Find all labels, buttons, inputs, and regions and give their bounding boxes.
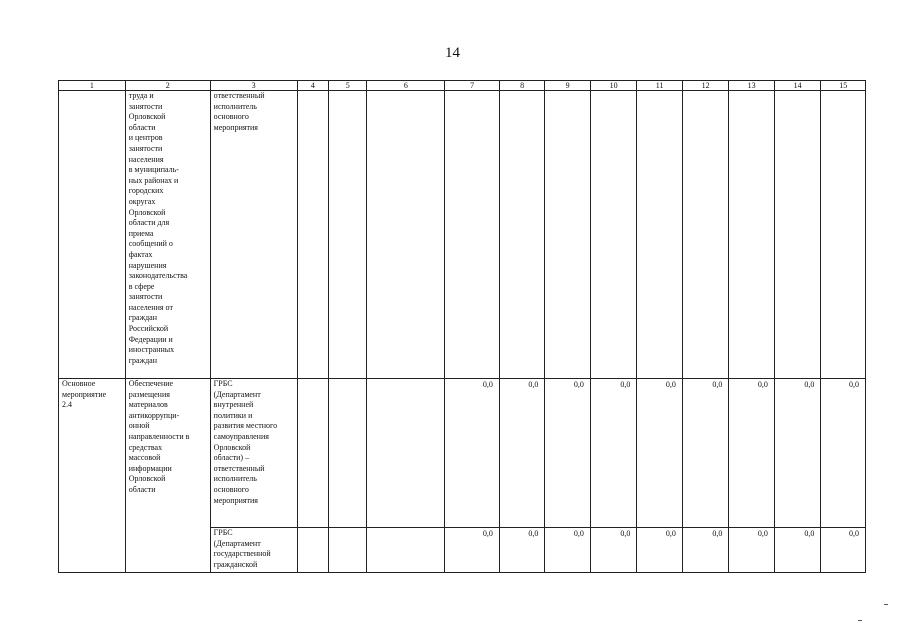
activity-code-cell: Основное мероприятие 2.4 bbox=[59, 379, 126, 573]
value-cell: 0,0 bbox=[545, 379, 591, 528]
value-cell bbox=[545, 91, 591, 379]
value-cell bbox=[729, 91, 775, 379]
activity-name-cell: труда и занятости Орловской области и центров занятости населения в муниципаль- ных районах и городских округах Орловской области для приема сообщений о фактах нарушения законодательства в сфере занятости населения от граждан Российской Федерации и иностранных граждан bbox=[125, 91, 210, 379]
value-cell: 0,0 bbox=[499, 379, 545, 528]
value-cell: 0,0 bbox=[774, 379, 821, 528]
column-number-header: 15 bbox=[821, 81, 866, 91]
value-cell: 0,0 bbox=[445, 379, 500, 528]
value-cell bbox=[499, 91, 545, 379]
value-cell: 0,0 bbox=[637, 379, 683, 528]
value-cell: 0,0 bbox=[545, 528, 591, 573]
value-cell: 0,0 bbox=[729, 379, 775, 528]
value-cell bbox=[637, 91, 683, 379]
column-number-header: 11 bbox=[637, 81, 683, 91]
empty-cell bbox=[328, 528, 366, 573]
program-table bbox=[58, 80, 866, 573]
column-number-header: 14 bbox=[774, 81, 821, 91]
empty-cell bbox=[328, 379, 366, 528]
value-cell: 0,0 bbox=[729, 528, 775, 573]
column-number-header: 6 bbox=[367, 81, 445, 91]
empty-cell bbox=[297, 379, 328, 528]
scan-speck bbox=[884, 604, 888, 605]
activity-code-cell bbox=[59, 91, 126, 379]
value-cell bbox=[590, 91, 637, 379]
column-number-header: 5 bbox=[328, 81, 366, 91]
column-number-row bbox=[59, 81, 866, 91]
column-number-header: 13 bbox=[729, 81, 775, 91]
value-cell: 0,0 bbox=[590, 528, 637, 573]
column-number-header: 12 bbox=[682, 81, 729, 91]
value-cell: 0,0 bbox=[590, 379, 637, 528]
scan-speck bbox=[858, 620, 862, 621]
value-cell: 0,0 bbox=[774, 528, 821, 573]
value-cell: 0,0 bbox=[821, 379, 866, 528]
empty-cell bbox=[367, 379, 445, 528]
column-number-header: 1 bbox=[59, 81, 126, 91]
executor-cell: ответственный исполнитель основного мероприятия bbox=[210, 91, 297, 379]
column-number-header: 10 bbox=[590, 81, 637, 91]
value-cell bbox=[445, 91, 500, 379]
empty-cell bbox=[367, 91, 445, 379]
empty-cell bbox=[367, 528, 445, 573]
table-row bbox=[59, 379, 866, 528]
table-row bbox=[59, 91, 866, 379]
column-number-header: 2 bbox=[125, 81, 210, 91]
column-number-header: 9 bbox=[545, 81, 591, 91]
value-cell: 0,0 bbox=[445, 528, 500, 573]
column-number-header: 7 bbox=[445, 81, 500, 91]
value-cell bbox=[821, 91, 866, 379]
value-cell: 0,0 bbox=[821, 528, 866, 573]
value-cell: 0,0 bbox=[682, 528, 729, 573]
empty-cell bbox=[328, 91, 366, 379]
value-cell: 0,0 bbox=[499, 528, 545, 573]
value-cell bbox=[774, 91, 821, 379]
column-number-header: 8 bbox=[499, 81, 545, 91]
page-number: 14 bbox=[445, 45, 460, 61]
activity-name-cell: Обеспечение размещения материалов антикоррупци- онной направленности в средствах массовой информации Орловской области bbox=[125, 379, 210, 573]
value-cell bbox=[682, 91, 729, 379]
column-number-header: 4 bbox=[297, 81, 328, 91]
value-cell: 0,0 bbox=[682, 379, 729, 528]
value-cell: 0,0 bbox=[637, 528, 683, 573]
empty-cell bbox=[297, 91, 328, 379]
executor-cell: ГРБС (Департамент государственной гражданской bbox=[210, 528, 297, 573]
column-number-header: 3 bbox=[210, 81, 297, 91]
empty-cell bbox=[297, 528, 328, 573]
executor-cell: ГРБС (Департамент внутренней политики и развития местного самоуправления Орловской области) – ответственный исполнитель основного мероприятия bbox=[210, 379, 297, 528]
